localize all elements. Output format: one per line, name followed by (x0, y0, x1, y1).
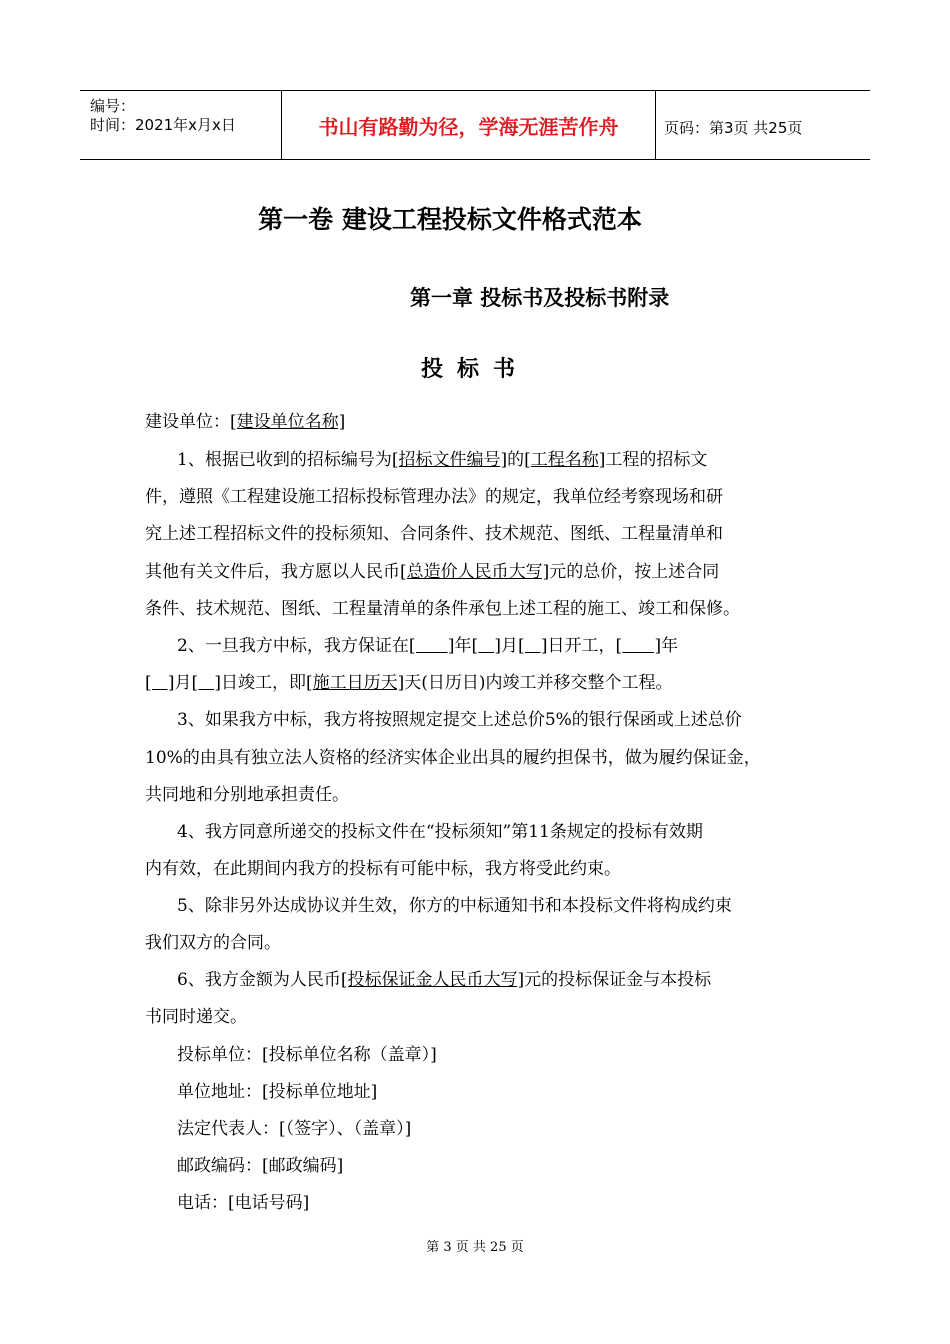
page-footer: 第 3 页 共 25 页 (426, 1240, 524, 1255)
chapter-title: 第一章 投标书及投标书附录 (410, 286, 670, 310)
field-calendar-days: [施工日历天] (305, 673, 405, 693)
field-start-year: [ ] (408, 636, 455, 656)
field-start-day: [ ] (518, 636, 548, 656)
field-start-month: [ ] (471, 636, 501, 656)
para-1-line-5: 条件、技术规范、图纸、工程量清单的条件承包上述工程的施工、竣工和保修。 (145, 599, 740, 619)
para-6-line-1: 6、我方金额为人民币[投标保证金人民币大写]元的投标保证金与本投标 (177, 970, 712, 990)
field-total-price: [总造价人民币大写] (400, 562, 550, 582)
para-1-line-1: 1、根据已收到的招标编号为[招标文件编号]的[工程名称]工程的招标文 (177, 450, 708, 470)
field-project-name: [工程名称] (524, 450, 606, 470)
para-1-line-3: 究上述工程招标文件的投标须知、合同条件、技术规范、图纸、工程量清单和 (145, 524, 723, 544)
field-tender-no: [招标文件编号] (391, 450, 508, 470)
sign-phone: 电话：[电话号码] (177, 1193, 310, 1213)
para-4-line-2: 内有效，在此期间内我方的投标有可能中标，我方将受此约束。 (145, 859, 621, 879)
time-label: 时间：2021年x月x日 (90, 116, 236, 134)
field-client: [建设单位名称] (230, 412, 346, 432)
client-line: 建设单位：[建设单位名称] (145, 412, 346, 432)
doc-title: 投标书 (420, 357, 529, 382)
page-info: 页码：第3页 共25页 (664, 119, 803, 137)
para-6-line-2: 书同时递交。 (145, 1007, 247, 1027)
sign-legal-rep: 法定代表人：[（签字）、（盖章）] (177, 1119, 412, 1139)
para-3-line-3: 共同地和分别地承担责任。 (145, 785, 349, 805)
para-2-line-2: [ ]月[ ]日竣工，即[施工日历天]天(日历日)内竣工并移交整个工程。 (145, 673, 673, 693)
para-1-line-2: 件，遵照《工程建设施工招标投标管理办法》的规定，我单位经考察现场和研 (145, 487, 723, 507)
para-4-line-1: 4、我方同意所递交的投标文件在“投标须知”第11条规定的投标有效期 (177, 822, 703, 842)
motto: 书山有路勤为径，学海无涯苦作舟 (281, 91, 656, 159)
field-end-month: [ ] (145, 673, 175, 693)
field-end-year: [ ] (615, 636, 662, 656)
para-3-line-1: 3、如果我方中标，我方将按照规定提交上述总价5%的银行保函或上述总价 (177, 710, 742, 730)
volume-title: 第一卷 建设工程投标文件格式范本 (258, 205, 642, 234)
para-5-line-1: 5、除非另外达成协议并生效，你方的中标通知书和本投标文件将构成约束 (177, 896, 732, 916)
para-5-line-2: 我们双方的合同。 (145, 933, 281, 953)
sign-postcode: 邮政编码：[邮政编码] (177, 1156, 344, 1176)
para-3-line-2: 10%的由具有独立法人资格的经济实体企业出具的履约担保书，做为履约保证金， (145, 748, 761, 768)
sign-bidder: 投标单位：[投标单位名称（盖章）] (177, 1045, 437, 1065)
header-left (90, 97, 236, 135)
para-2-line-1: 2、一旦我方中标，我方保证在[ ]年[ ]月[ ]日开工，[ ]年 (177, 636, 679, 656)
serial-label: 编号： (90, 97, 136, 115)
page-header (80, 90, 870, 160)
sign-address: 单位地址：[投标单位地址] (177, 1082, 378, 1102)
para-1-line-4: 其他有关文件后，我方愿以人民币[总造价人民币大写]元的总价，按上述合同 (145, 562, 720, 582)
field-bond-amount: [投标保证金人民币大写] (340, 970, 525, 990)
field-end-day: [ ] (191, 673, 221, 693)
